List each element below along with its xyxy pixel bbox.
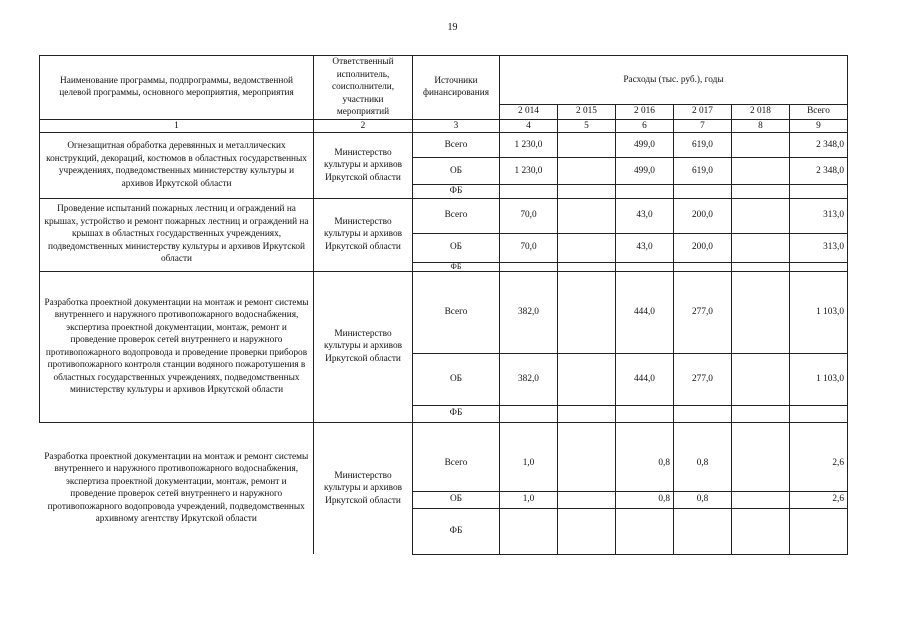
col-number: 4 xyxy=(500,119,558,133)
value-2016: 499,0 xyxy=(616,158,674,185)
table-row xyxy=(40,198,848,233)
value-2016 xyxy=(616,185,674,199)
value-2018 xyxy=(732,233,790,262)
value-total: 2 348,0 xyxy=(790,133,848,158)
value-2016: 0,8 xyxy=(616,422,674,491)
value-2015 xyxy=(558,158,616,185)
value-2017: 200,0 xyxy=(674,198,732,233)
value-total xyxy=(790,262,848,271)
header-expenses: Расходы (тыс. руб.), годы xyxy=(500,56,848,105)
source-label: ОБ xyxy=(413,158,500,185)
value-2017: 277,0 xyxy=(674,271,732,353)
value-total: 2 348,0 xyxy=(790,158,848,185)
year-2016: 2 016 xyxy=(616,104,674,119)
value-2018 xyxy=(732,198,790,233)
value-total xyxy=(790,405,848,422)
source-label: Всего xyxy=(413,422,500,491)
executor: Министерство культуры и архивов Иркутской области xyxy=(314,133,413,199)
source-label: ОБ xyxy=(413,233,500,262)
value-total: 1 103,0 xyxy=(790,353,848,405)
col-number: 9 xyxy=(790,119,848,133)
value-2014: 382,0 xyxy=(500,271,558,353)
value-2018 xyxy=(732,491,790,508)
value-2016: 444,0 xyxy=(616,271,674,353)
page-number: 19 xyxy=(447,22,458,33)
executor: Министерство культуры и архивов Иркутской области xyxy=(314,422,413,554)
value-2018 xyxy=(732,133,790,158)
year-2017: 2 017 xyxy=(674,104,732,119)
value-2015 xyxy=(558,185,616,199)
value-2014: 70,0 xyxy=(500,198,558,233)
value-2014 xyxy=(500,508,558,554)
col-number: 7 xyxy=(674,119,732,133)
value-2016: 43,0 xyxy=(616,198,674,233)
value-2015 xyxy=(558,422,616,491)
source-label: ОБ xyxy=(413,353,500,405)
value-total: 2,6 xyxy=(790,491,848,508)
measure-name: Разработка проектной документации на монтаж и ремонт системы внутреннего и наружного противопожарного водоснабжения, экспертиза проектной документации, монтаж, ремонт и проведение проверок сетей внутреннего и наружного противопожарного водопровода учреждений, подведомственных архивному агентству Иркутской области xyxy=(40,422,314,554)
year-2014: 2 014 xyxy=(500,104,558,119)
source-label: ФБ xyxy=(413,508,500,554)
value-2018 xyxy=(732,185,790,199)
value-2016 xyxy=(616,405,674,422)
value-2014: 70,0 xyxy=(500,233,558,262)
value-2017: 0,8 xyxy=(674,491,732,508)
value-2018 xyxy=(732,422,790,491)
value-2015 xyxy=(558,198,616,233)
value-2014: 382,0 xyxy=(500,353,558,405)
source-label: Всего xyxy=(413,198,500,233)
col-number: 1 xyxy=(40,119,314,133)
source-label: ФБ xyxy=(413,262,500,271)
value-2014 xyxy=(500,185,558,199)
value-2015 xyxy=(558,353,616,405)
value-2015 xyxy=(558,508,616,554)
value-2014: 1,0 xyxy=(500,422,558,491)
executor: Министерство культуры и архивов Иркутской области xyxy=(314,271,413,422)
value-total: 2,6 xyxy=(790,422,848,491)
value-2015 xyxy=(558,491,616,508)
measure-name: Проведение испытаний пожарных лестниц и ограждений на крышах, устройство и ремонт пожарных лестниц и ограждений на крышах в областных государственных учреждениях, подведомственных министерству культуры и архивов Иркутской области xyxy=(40,198,314,271)
header-name: Наименование программы, подпрограммы, ведомственной целевой программы, основного мероприятия, мероприятия xyxy=(40,56,314,120)
measure-name: Разработка проектной документации на монтаж и ремонт системы внутреннего и наружного противопожарного водоснабжения, экспертиза проектной документации, монтаж, ремонт и проведение проверок сетей внутреннего и наружного противопожарного водопровода и проведение проверки приборов противопожарного контроля станции водяного пожаротушения в областных государственных учреждениях, подведомственных министерству культуры и архивов Иркутской области xyxy=(40,271,314,422)
value-2015 xyxy=(558,405,616,422)
value-2016: 499,0 xyxy=(616,133,674,158)
value-2015 xyxy=(558,233,616,262)
year-2018: 2 018 xyxy=(732,104,790,119)
value-2016: 43,0 xyxy=(616,233,674,262)
value-2017: 0,8 xyxy=(674,422,732,491)
value-total: 313,0 xyxy=(790,198,848,233)
value-total: 313,0 xyxy=(790,233,848,262)
value-2017 xyxy=(674,262,732,271)
value-2018 xyxy=(732,262,790,271)
value-total: 1 103,0 xyxy=(790,271,848,353)
value-2017: 619,0 xyxy=(674,158,732,185)
value-2018 xyxy=(732,271,790,353)
value-total xyxy=(790,185,848,199)
col-number: 3 xyxy=(413,119,500,133)
value-2017: 200,0 xyxy=(674,233,732,262)
value-2018 xyxy=(732,158,790,185)
value-2015 xyxy=(558,271,616,353)
header-sources: Источники финансирования xyxy=(413,56,500,120)
source-label: ОБ xyxy=(413,491,500,508)
source-label: Всего xyxy=(413,133,500,158)
value-2016 xyxy=(616,508,674,554)
value-total xyxy=(790,508,848,554)
value-2014 xyxy=(500,405,558,422)
source-label: Всего xyxy=(413,271,500,353)
col-number: 2 xyxy=(314,119,413,133)
table-row xyxy=(40,422,848,491)
value-2018 xyxy=(732,405,790,422)
value-2017: 277,0 xyxy=(674,353,732,405)
value-2017 xyxy=(674,405,732,422)
value-2015 xyxy=(558,133,616,158)
col-number: 8 xyxy=(732,119,790,133)
value-2015 xyxy=(558,262,616,271)
year-2015: 2 015 xyxy=(558,104,616,119)
value-2014: 1 230,0 xyxy=(500,133,558,158)
year-total: Всего xyxy=(790,104,848,119)
table-row xyxy=(40,133,848,158)
col-number: 6 xyxy=(616,119,674,133)
source-label: ФБ xyxy=(413,185,500,199)
table-row xyxy=(40,271,848,353)
value-2017 xyxy=(674,508,732,554)
source-label: ФБ xyxy=(413,405,500,422)
executor: Министерство культуры и архивов Иркутской области xyxy=(314,198,413,271)
value-2018 xyxy=(732,353,790,405)
value-2016: 444,0 xyxy=(616,353,674,405)
value-2016: 0,8 xyxy=(616,491,674,508)
col-number: 5 xyxy=(558,119,616,133)
value-2018 xyxy=(732,508,790,554)
value-2017 xyxy=(674,185,732,199)
value-2017: 619,0 xyxy=(674,133,732,158)
program-table xyxy=(39,55,848,555)
value-2016 xyxy=(616,262,674,271)
header-executor: Ответственный исполнитель, соисполнители, участники мероприятий xyxy=(314,56,413,120)
value-2014: 1,0 xyxy=(500,491,558,508)
measure-name: Огнезащитная обработка деревянных и металлических конструкций, декораций, костюмов в областных государственных учреждениях, подведомственных министерству культуры и архивов Иркутской области xyxy=(40,133,314,199)
value-2014 xyxy=(500,262,558,271)
value-2014: 1 230,0 xyxy=(500,158,558,185)
